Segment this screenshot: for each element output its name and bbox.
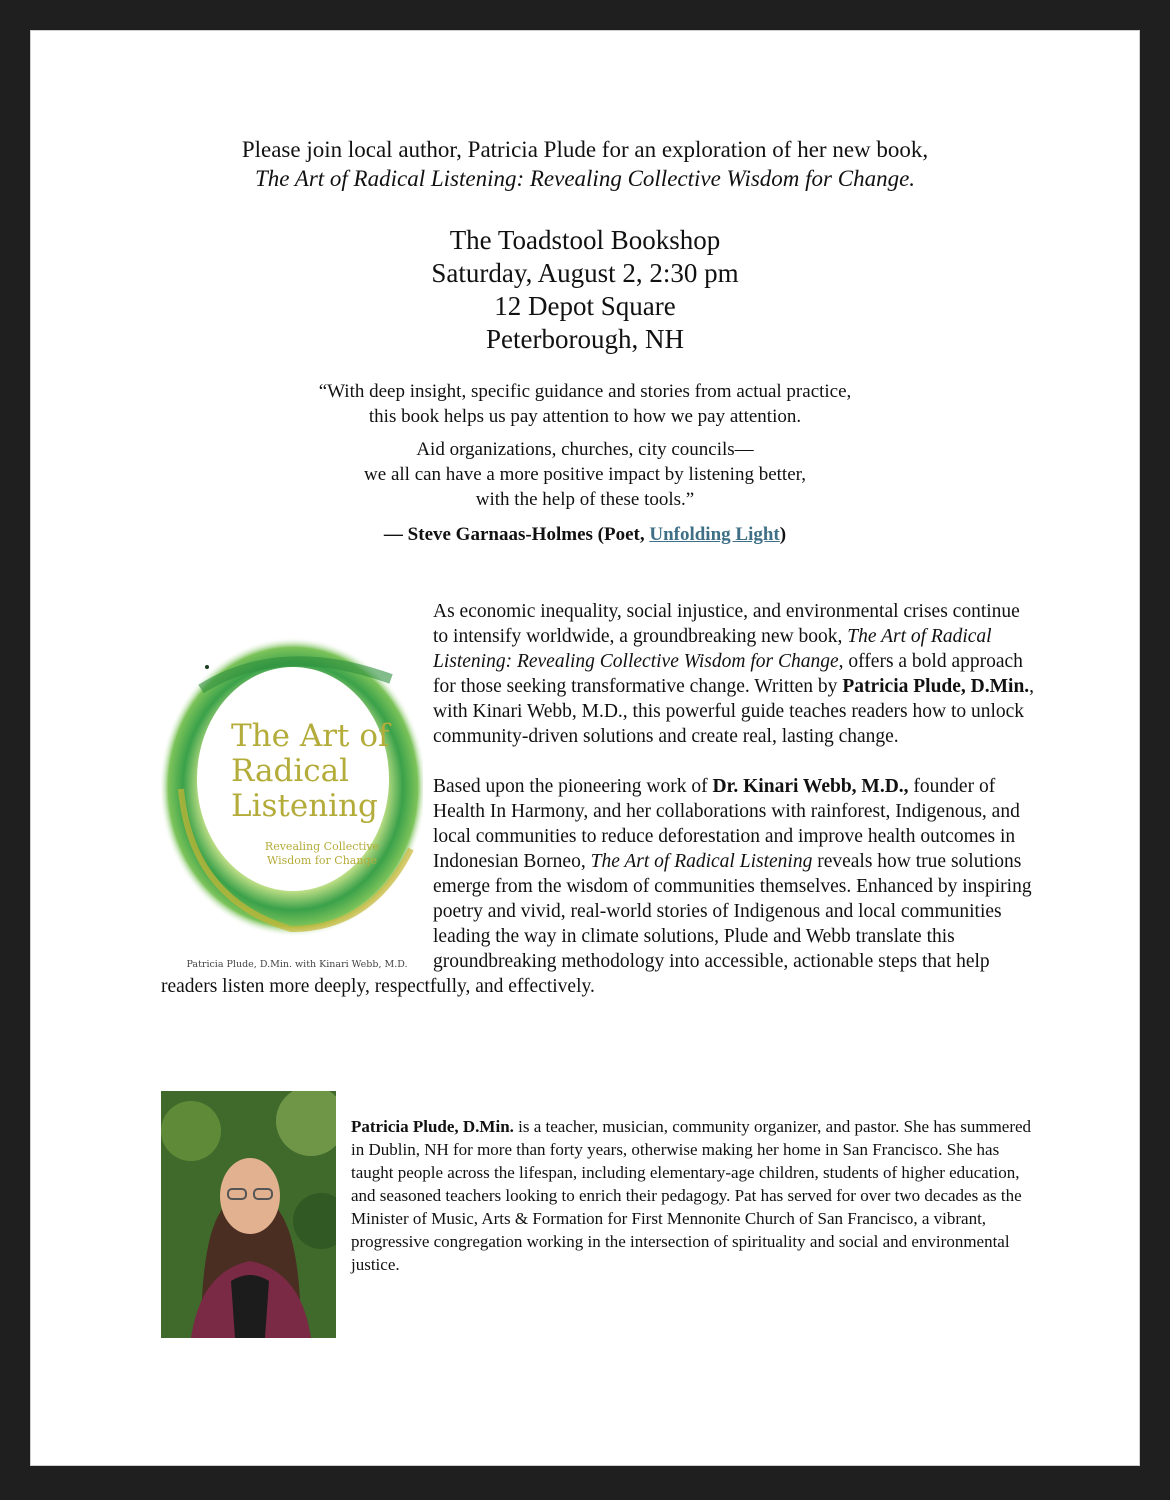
author-name: Patricia Plude, D.Min. — [842, 676, 1030, 697]
quote-line: we all can have a more positive impact by listening better, — [364, 464, 806, 485]
attribution-text: — Steve Garnaas-Holmes (Poet, — [383, 524, 650, 545]
text: founder of Health In Harmony, and her collaborations with rainforest, Indigenous, and local communities to reduce deforestation and improve health outcomes in Indonesian Borneo, — [433, 776, 1020, 872]
book-title-line: The Art of Radical Listening: Revealing Collective Wisdom for Change. — [254, 166, 916, 191]
book-title: The Art of Radical Listening: Revealing Collective Wisdom for Change — [433, 626, 992, 672]
cover-subtitle-line: Revealing Collective — [264, 840, 380, 853]
quote-line: with the help of these tools.” — [475, 489, 695, 510]
intro — [31, 135, 1139, 193]
endorsement-quote — [31, 379, 1139, 547]
book-cover-image — [161, 599, 423, 971]
cover-title-line: The Art of — [231, 718, 390, 754]
quote-attribution — [31, 522, 1139, 547]
text: , with Kinari Webb, M.D., this powerful guide teaches readers how to unlock community-driven solutions and create real, lasting change. — [433, 676, 1035, 747]
cover-subtitle — [263, 840, 381, 868]
intro-line: Please join local author, Patricia Plude for an exploration of her new book, — [241, 137, 929, 162]
unfolding-light-link[interactable]: Unfolding Light — [649, 524, 780, 545]
quote-line: this book helps us pay attention to how we pay attention. — [368, 406, 802, 427]
venue-city: Peterborough, NH — [486, 324, 684, 354]
bio-author-name: Patricia Plude, D.Min. — [351, 1117, 514, 1136]
text: As economic inequality, social injustice, and environmental crises continue to intensify worldwide, a groundbreaking new book, — [433, 601, 1020, 647]
venue-address: 12 Depot Square — [494, 291, 676, 321]
text: , offers a bold approach for those seeking transformative change. Written by — [433, 651, 1023, 697]
bio-body: is a teacher, musician, community organizer, and pastor. She has summered in Dublin, NH for more than forty years, otherwise making her home in San Francisco. She has taught people across the lifespan, including elementary-age children, students of higher education, and seasoned teachers looking to enrich their pedagogy. Pat has served for over two decades as the Minister of Music, Arts & Formation for First Mennonite Church of San Francisco, a vibrant, progressive congregation working in the intersection of spirituality and social and environmental justice. — [351, 1117, 1032, 1274]
flyer-page — [30, 30, 1140, 1466]
cover-title-line: Radical — [231, 753, 350, 789]
cover-subtitle-line: Wisdom for Change — [266, 854, 377, 867]
author-bio — [161, 1091, 1041, 1338]
attribution-close: ) — [779, 524, 787, 545]
cover-authors: Patricia Plude, D.Min. with Kinari Webb, M.D. — [186, 959, 408, 970]
author-photo — [161, 1091, 336, 1338]
quote-line: Aid organizations, churches, city councils— — [416, 439, 754, 460]
book-title: The Art of Radical Listening — [590, 851, 813, 872]
cover-title-line: Listening — [231, 788, 378, 824]
coauthor-name: Dr. Kinari Webb, M.D., — [712, 776, 909, 797]
event-datetime: Saturday, August 2, 2:30 pm — [431, 258, 739, 288]
text: reveals how true solutions emerge from the wisdom of communities themselves. Enhanced by inspiring poetry and vivid, real-world stories of Indigenous and local communities leading the way in climate solutions, Plude and Webb translate this groundbreaking methodology into accessible, actionable steps that help readers listen more deeply, respectfully, and effectively. — [161, 851, 1032, 997]
event-details — [31, 224, 1139, 356]
venue-name: The Toadstool Bookshop — [449, 225, 721, 255]
book-description — [161, 599, 1037, 1024]
text: Based upon the pioneering work of — [433, 776, 713, 797]
cover-title — [231, 719, 390, 824]
quote-line: “With deep insight, specific guidance and stories from actual practice, — [318, 381, 852, 402]
